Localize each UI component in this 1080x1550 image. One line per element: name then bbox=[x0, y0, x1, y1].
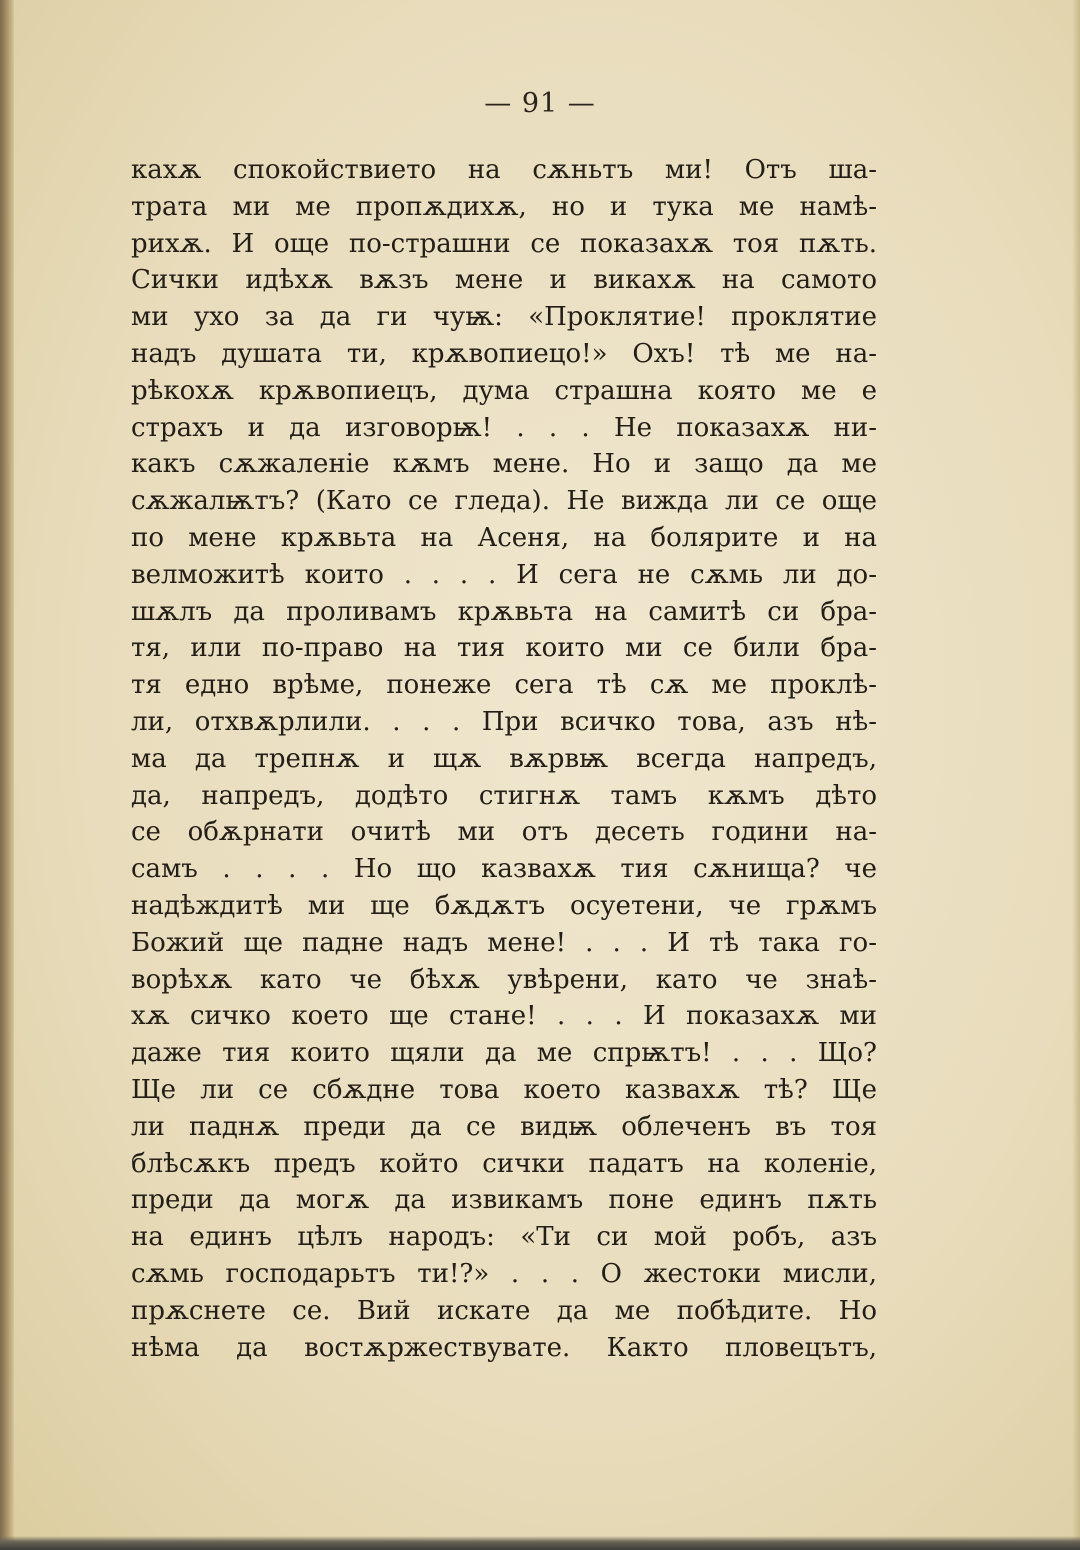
text-line: рѣкохѫ крѫвопиецъ, дума страшна която ме е bbox=[131, 375, 877, 406]
text-line: надѣждитѣ ми ще бѫдѫтъ осуетени, че грѫмъ bbox=[131, 890, 877, 921]
text-line: ли, отхвѫрлили. . . . При всичко това, азъ нѣ- bbox=[131, 706, 877, 737]
text-line: преди да могѫ да извикамъ поне единъ пѫть bbox=[131, 1185, 877, 1216]
text-line: сѫжалѭтъ? (Като се гледа). Не виждa ли се още bbox=[131, 486, 877, 517]
text-line: ма да трепнѫ и щѫ вѫрвѭ всегда напредъ, bbox=[131, 743, 877, 774]
text-line: велможитѣ които . . . . И сега не сѫмь ли до- bbox=[131, 559, 877, 590]
text-line: Сички идѣхѫ вѫзъ мене и викахѫ на самото bbox=[131, 265, 877, 296]
text-line: ми ухо за да ги чуѭ: «Проклятие! проклятие bbox=[131, 302, 877, 333]
text-line: тя едно врѣме, понеже сега тѣ сѫ ме проклѣ- bbox=[131, 670, 877, 701]
text-line: тя, или по-право на тия които ми се били бра- bbox=[131, 633, 877, 664]
text-line: сѫмь господарьтъ ти!?» . . . О жестоки мисли, bbox=[131, 1258, 877, 1289]
text-line: да, напредъ, додѣто стигнѫ тамъ кѫмъ дѣто bbox=[131, 780, 877, 811]
text-line: ворѣхѫ като че бѣхѫ увѣрени, като че знаѣ- bbox=[131, 964, 877, 995]
text-line: ли паднѫ преди да се видѭ облеченъ въ тоя bbox=[131, 1111, 877, 1142]
text-line: нѣма да востѫржествувате. Както пловецътъ, bbox=[131, 1332, 877, 1363]
text-line: самъ . . . . Но що казвахѫ тия сѫнища? че bbox=[131, 854, 877, 885]
text-line: рихѫ. И още по-страшни се показахѫ тоя пѫть. bbox=[131, 228, 877, 259]
text-line: се обѫрнати очитѣ ми отъ десеть години на- bbox=[131, 817, 877, 848]
text-line: блѣсѫкъ предъ който сички падатъ на коленіе, bbox=[131, 1148, 877, 1179]
text-line: Ще ли се сбѫдне това което казвахѫ тѣ? Ще bbox=[131, 1074, 877, 1105]
text-line: страхъ и да изговорѭ! . . . Не показахѫ ни- bbox=[131, 412, 877, 443]
page-number: — 91 — bbox=[484, 88, 596, 119]
text-line: Божий ще падне надъ мене! . . . И тѣ така го- bbox=[131, 927, 877, 958]
body-text bbox=[131, 152, 877, 1366]
page-right-edge bbox=[1072, 0, 1080, 1550]
text-line: даже тия които щяли да ме спрѭтъ! . . . Що? bbox=[131, 1038, 877, 1069]
text-line: по мене крѫвьта на Асеня, на болярите и на bbox=[131, 522, 877, 553]
text-line: хѫ сичко което ще стане! . . . И показахѫ ми bbox=[131, 1001, 877, 1032]
text-line: прѫснете се. Вий искате да ме побѣдите. Но bbox=[131, 1295, 877, 1326]
page-bottom-edge bbox=[0, 1536, 1080, 1550]
page-spine-shadow bbox=[0, 0, 14, 1550]
text-line: надъ душата ти, крѫвопиецо!» Охъ! тѣ ме на- bbox=[131, 338, 877, 369]
text-line: кахѫ спокойствието на сѫньтъ ми! Отъ ша- bbox=[131, 155, 877, 185]
text-line: трата ми ме пропѫдихѫ, но и тука ме намѣ- bbox=[131, 191, 877, 222]
text-line: какъ сѫжаленіе кѫмъ мене. Но и защо да ме bbox=[131, 449, 877, 480]
text-line: на единъ цѣлъ народъ: «Ти си мой робъ, азъ bbox=[131, 1222, 877, 1253]
text-line: шѫлъ да проливамъ крѫвьта на самитѣ си бра- bbox=[131, 596, 877, 627]
